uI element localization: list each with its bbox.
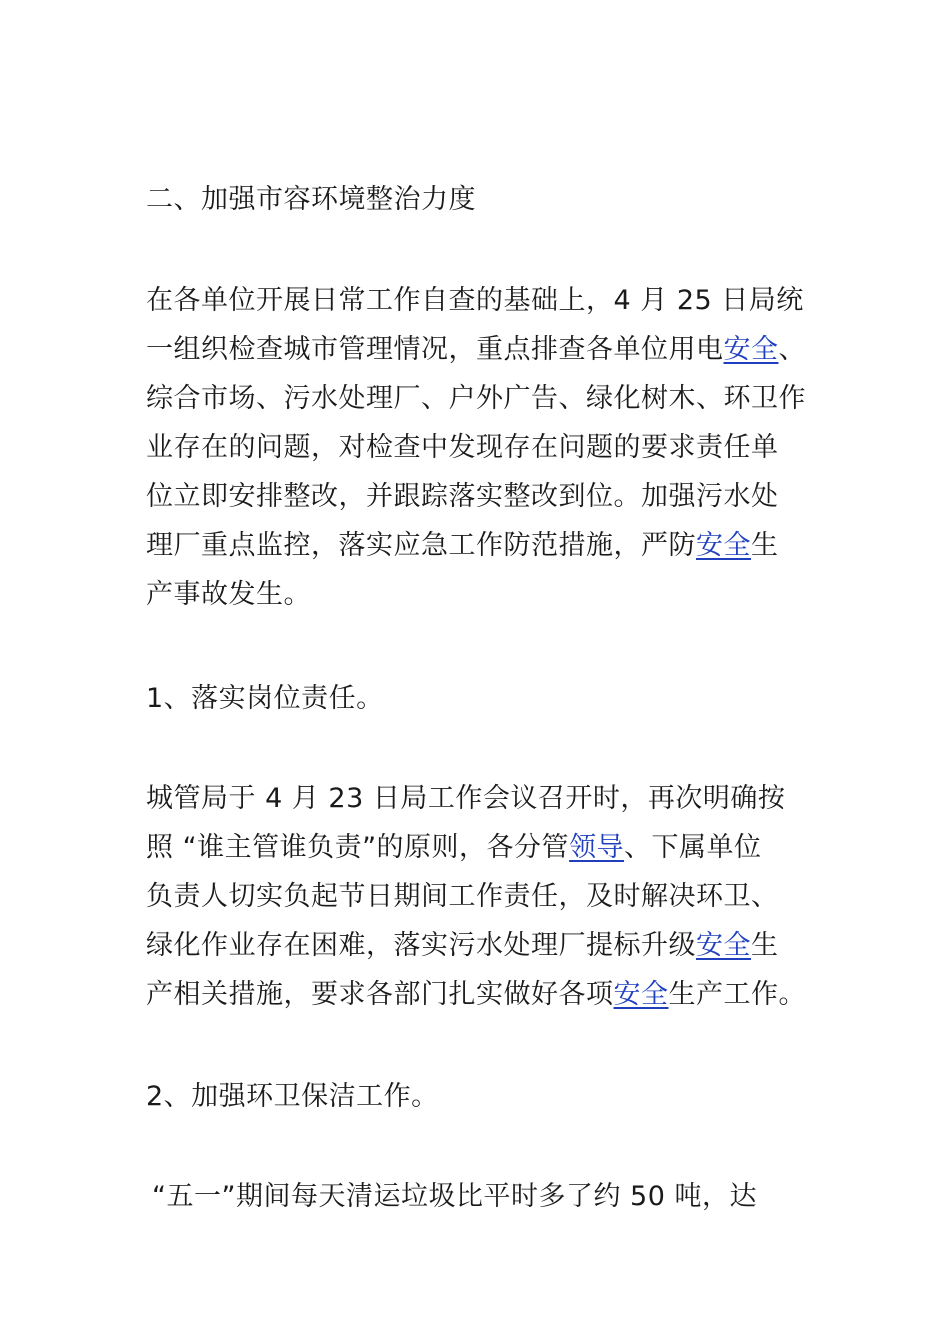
text-segment: “五一”期间每天清运垃圾比平时多了约 50 吨，达	[152, 1181, 757, 1212]
text-segment: 、下属单位	[624, 832, 762, 863]
text-line	[146, 374, 836, 423]
keyword-link[interactable]: 安全	[723, 334, 779, 365]
text-segment: 照 “谁主管谁负责”的原则，各分管	[146, 832, 570, 863]
text-segment: 业存在的问题，对检查中发现存在问题的要求责任单	[146, 432, 779, 463]
text-line	[152, 1172, 842, 1221]
text-segment: 一组织检查城市管理情况，重点排查各单位用电	[146, 334, 724, 365]
paragraph-sanitation	[152, 1172, 842, 1221]
subheading-responsibility: 1、落实岗位责任。	[146, 683, 384, 714]
text-line	[146, 970, 836, 1019]
text-segment: 理厂重点监控，落实应急工作防范措施，严防	[146, 530, 696, 561]
keyword-link[interactable]: 安全	[613, 979, 669, 1010]
text-segment: 生	[751, 930, 779, 961]
text-segment: 位立即安排整改，并跟踪落实整改到位。加强污水处	[146, 481, 779, 512]
text-line	[146, 921, 836, 970]
text-segment: 生	[751, 530, 779, 561]
text-line	[146, 570, 836, 619]
text-line	[146, 423, 836, 472]
text-segment: 城管局于 4 月 23 日局工作会议召开时，再次明确按	[146, 783, 786, 814]
text-line	[146, 774, 836, 823]
text-line	[146, 276, 836, 325]
text-segment: 产事故发生。	[146, 579, 311, 610]
text-segment: 在各单位开展日常工作自查的基础上，4 月 25 日局统	[146, 285, 804, 316]
text-line	[146, 521, 836, 570]
text-segment: 绿化作业存在困难，落实污水处理厂提标升级	[146, 930, 696, 961]
text-line	[146, 472, 836, 521]
keyword-link[interactable]: 安全	[696, 530, 751, 561]
text-segment: 、	[778, 334, 806, 365]
text-segment: 产相关措施，要求各部门扎实做好各项	[146, 979, 614, 1010]
paragraph-responsibility	[146, 774, 836, 1019]
text-segment: 负责人切实负起节日期间工作责任，及时解决环卫、	[146, 881, 779, 912]
paragraph-inspection	[146, 276, 836, 619]
text-line	[146, 325, 836, 374]
keyword-link[interactable]: 领导	[569, 832, 625, 863]
text-segment: 生产工作。	[668, 979, 806, 1010]
section-heading: 二、加强市容环境整治力度	[146, 184, 476, 215]
text-line	[146, 872, 836, 921]
subheading-sanitation: 2、加强环卫保洁工作。	[146, 1081, 439, 1112]
keyword-link[interactable]: 安全	[696, 930, 751, 961]
text-segment: 综合市场、污水处理厂、户外广告、绿化树木、环卫作	[146, 383, 806, 414]
text-line	[146, 823, 836, 872]
